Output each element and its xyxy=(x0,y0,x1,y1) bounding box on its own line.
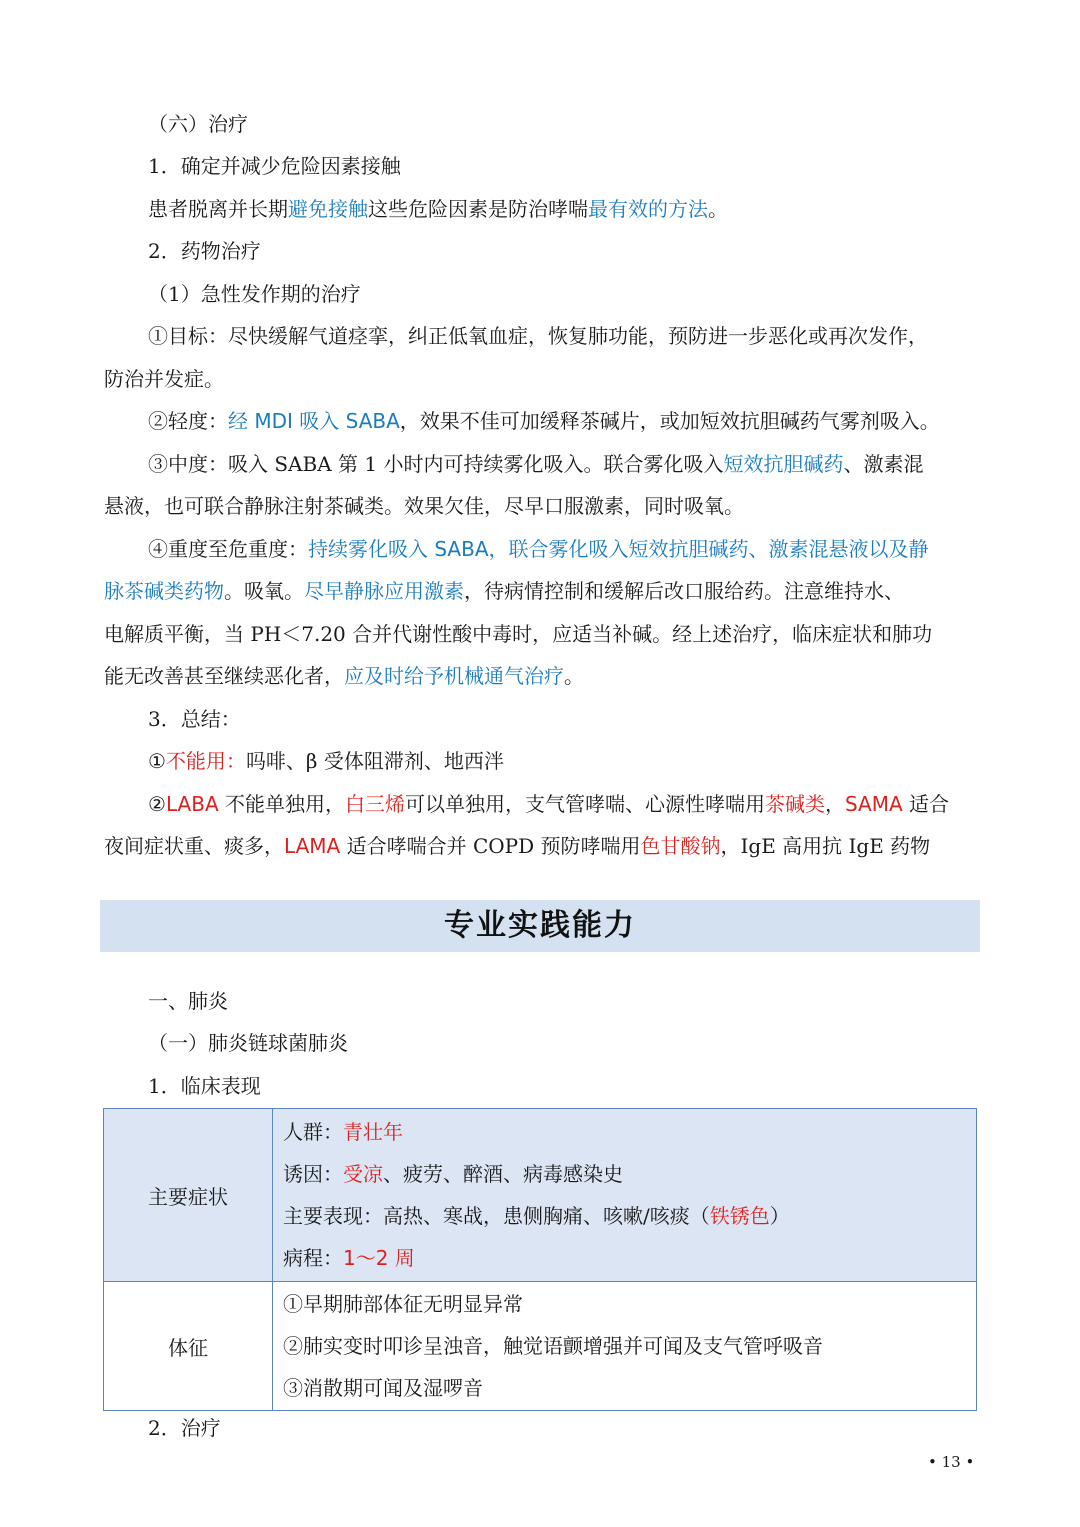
page-number: • 13 • xyxy=(928,1453,975,1471)
text: 能无改善甚至继续恶化者， xyxy=(104,664,344,688)
highlight-cannot-use: 不能用： xyxy=(165,749,246,773)
clinical-manifestation-heading: 1．临床表现 xyxy=(148,1074,261,1098)
highlight-severe-nebulization: 持续雾化吸入 SABA，联合雾化吸入短效抗胆碱药、激素混悬液以及静 xyxy=(308,537,929,561)
text: 适合哮喘合并 COPD 预防哮喘用 xyxy=(340,834,641,858)
item2-subheading: （1）急性发作期的治疗 xyxy=(148,282,361,306)
text: 、疲劳、醉酒、病毒感染史 xyxy=(383,1162,623,1186)
text: ② xyxy=(148,792,166,816)
highlight-theophylline: 脉茶碱类药物 xyxy=(104,579,224,603)
severe-line-1 xyxy=(104,528,980,570)
item3-heading: 3．总结： xyxy=(148,707,241,731)
summary-line-1 xyxy=(104,740,980,782)
clinical-table xyxy=(103,1108,977,1411)
highlight-rust-color: 铁锈色 xyxy=(709,1204,770,1228)
text: ②轻度： xyxy=(148,409,228,433)
highlight-sama: SAMA xyxy=(844,792,903,816)
highlight-iv-steroids: 尽早静脉应用激素 xyxy=(304,579,464,603)
text: 主要表现：高热、寒战，患侧胸痛、咳嗽/咳痰（ xyxy=(283,1204,710,1228)
section-heading-treatment: （六）治疗 xyxy=(148,112,248,136)
highlight-laba: LABA xyxy=(165,792,219,816)
symptom-course xyxy=(283,1237,966,1279)
highlight-mdi-saba: 经 MDI 吸入 SABA xyxy=(228,409,400,433)
goal-line-1: ①目标：尽快缓解气道痉挛，纠正低氧血症，恢复肺功能，预防进一步恶化或再次发作， xyxy=(148,324,928,348)
text: 。吸氧。 xyxy=(224,579,304,603)
text: ，待病情控制和缓解后改口服给药。注意维持水、 xyxy=(464,579,904,603)
symptom-trigger xyxy=(283,1153,966,1195)
text: 可以单独用，支气管哮喘、心源性哮喘用 xyxy=(404,792,765,816)
highlight-young-adult: 青壮年 xyxy=(343,1120,403,1144)
mild-line xyxy=(104,400,980,442)
text: 病程： xyxy=(283,1246,343,1270)
text: ） xyxy=(769,1204,790,1228)
text: 。 xyxy=(708,197,728,221)
highlight-leukotriene: 白三烯 xyxy=(344,792,405,816)
sign-line-2: ②肺实变时叩诊呈浊音，触觉语颤增强并可闻及支气管呼吸音 xyxy=(283,1334,823,1358)
row-label-symptoms: 主要症状 xyxy=(104,1109,273,1282)
text: 吗啡、β 受体阻滞剂、地西泮 xyxy=(245,749,504,773)
summary-line-3 xyxy=(104,825,980,867)
text: ③中度：吸入 SABA 第 1 小时内可持续雾化吸入。联合雾化吸入 xyxy=(148,452,724,476)
sign-line-3: ③消散期可闻及湿啰音 xyxy=(283,1376,483,1400)
symptom-main xyxy=(283,1195,966,1237)
pneumococcal-heading: （一）肺炎链球菌肺炎 xyxy=(148,1031,348,1055)
pneumonia-heading: 一、肺炎 xyxy=(148,989,228,1013)
table-row-signs xyxy=(104,1282,977,1411)
text: 不能单独用， xyxy=(218,792,345,816)
item1-heading: 1．确定并减少危险因素接触 xyxy=(148,154,401,178)
section-banner-title: 专业实践能力 xyxy=(100,900,980,952)
highlight-most-effective: 最有效的方法 xyxy=(588,197,708,221)
text: ④重度至危重度： xyxy=(148,537,308,561)
text: ， xyxy=(824,792,845,816)
highlight-cold-exposure: 受凉 xyxy=(343,1162,383,1186)
text: 诱因： xyxy=(283,1162,343,1186)
severe-line-2 xyxy=(104,570,980,612)
text: 人群： xyxy=(283,1120,343,1144)
highlight-theophyllines: 茶碱类 xyxy=(764,792,825,816)
highlight-mechanical-ventilation: 应及时给予机械通气治疗 xyxy=(344,664,564,688)
text: 患者脱离并长期 xyxy=(148,197,288,221)
row-content-signs xyxy=(273,1282,977,1411)
highlight-avoid-contact: 避免接触 xyxy=(288,197,368,221)
moderate-line-2: 悬液，也可联合静脉注射茶碱类。效果欠佳，尽早口服激素，同时吸氧。 xyxy=(104,494,744,518)
row-label-signs: 体征 xyxy=(104,1282,273,1411)
text: ① xyxy=(148,749,166,773)
text: ，效果不佳可加缓释茶碱片，或加短效抗胆碱药气雾剂吸入。 xyxy=(399,409,940,433)
text: 、激素混 xyxy=(843,452,924,476)
text: ，IgE 高用抗 IgE 药物 xyxy=(720,834,931,858)
treatment-heading: 2．治疗 xyxy=(148,1416,221,1440)
symptom-population xyxy=(283,1111,966,1153)
item1-paragraph xyxy=(104,188,980,230)
highlight-short-anticholinergic: 短效抗胆碱药 xyxy=(723,452,844,476)
item2-heading: 2．药物治疗 xyxy=(148,239,261,263)
severe-line-4 xyxy=(104,655,980,697)
row-content-symptoms xyxy=(273,1109,977,1282)
table-row-symptoms xyxy=(104,1109,977,1282)
severe-line-3: 电解质平衡，当 PH＜7.20 合并代谢性酸中毒时，应适当补碱。经上述治疗，临床症状和肺功 xyxy=(104,622,933,646)
goal-line-2: 防治并发症。 xyxy=(104,367,224,391)
highlight-cromolyn: 色甘酸钠 xyxy=(640,834,721,858)
highlight-duration: 1～2 周 xyxy=(343,1246,415,1270)
text: 。 xyxy=(564,664,584,688)
text: 夜间症状重、痰多， xyxy=(104,834,284,858)
highlight-lama: LAMA xyxy=(284,834,341,858)
text: 适合 xyxy=(902,792,950,816)
text: 这些危险因素是防治哮喘 xyxy=(368,197,588,221)
moderate-line-1 xyxy=(104,443,980,485)
sign-line-1: ①早期肺部体征无明显异常 xyxy=(283,1292,523,1316)
summary-line-2 xyxy=(104,783,980,825)
